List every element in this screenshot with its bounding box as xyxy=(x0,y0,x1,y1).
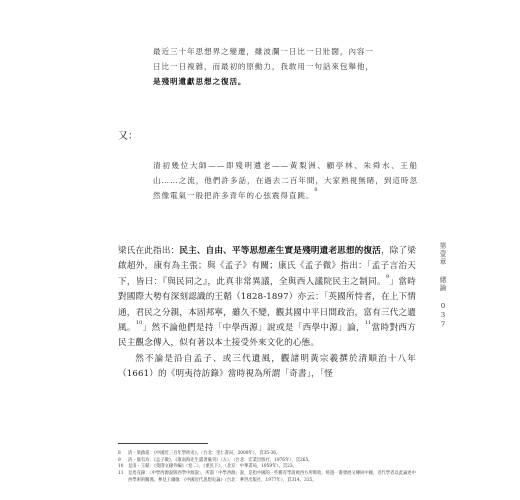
chapter-label: 第壹章 xyxy=(438,242,446,266)
quote-bold-line: 是殘明遺獻思想之復活。 xyxy=(153,77,247,86)
footnote xyxy=(118,451,418,458)
footnote xyxy=(118,471,418,484)
connector-text: 又： xyxy=(118,131,138,142)
footnotes xyxy=(118,451,418,485)
footnote-marker[interactable]: 9 xyxy=(385,273,390,280)
main-text xyxy=(118,244,416,383)
footnote-number: 10 xyxy=(118,464,124,470)
emphasis-text: 民主、自由、平等思想產生實是殘明遺老思想的復活 xyxy=(179,246,381,256)
footnote-text: 見馬克鋒：〈中學西源說與西學中源說〉，所謂「中學西源」說，是指中國的一些舊有學說被西方所吸收，經過一番發展又傳回中國，近代學者以此論述中西學術的關係。參見王爾敏：《中國近代思想史論》（台北：華世出版社，1977年），頁314、315。 xyxy=(128,471,416,483)
footnote-number: 9 xyxy=(118,457,121,463)
quote-text: 清初幾位大師——即殘明遺老——黃梨洲、顧亭林、朱舜水、王船山……之流，他們許多話，在過去二百年間，大家熟視無睹，到這時忽然像電氣一般把許多青年的心弦震得直跳。 xyxy=(153,161,418,200)
block-quote-liang-1 xyxy=(153,44,418,89)
quote-line: 日比一日複雜，而最初的原動力，我敢用一句話來包舉他， xyxy=(153,62,374,71)
running-head xyxy=(437,242,447,330)
footnote-text: 清・梁啟超：《中國近三百年學術史》。（台北：里仁書局，2000年），頁35-36。 xyxy=(128,451,281,456)
section-label: 緒論 xyxy=(438,276,446,292)
footnote-marker[interactable]: 11 xyxy=(364,320,372,327)
page-number: 037 xyxy=(439,302,447,330)
paragraph: 然不論是沿自孟子、或三代遺風，觀諸明黃宗羲撰於清順治十八年（1661）的《明夷待訪錄》當時視為所謂「奇書」，「怪 xyxy=(118,353,416,380)
footnote-text: 見清・王韜：《弢園文錄外編》（卷二），《重民下》，（北京：中華書局，1959年），頁23。 xyxy=(128,464,297,470)
footnote-divider xyxy=(118,443,208,444)
footnote-text: 清・康有為：《孟子微》，《康南海先生遺著彙刊》（五），（台北：宏業出版社，1976年），頁265。 xyxy=(128,457,313,463)
quote-line: 最近三十年思想界之變遷，雖波瀾一日比一日壯闊，內容一 xyxy=(153,47,374,56)
footnote-number: 11 xyxy=(118,471,124,477)
footnote-marker[interactable]: 8 xyxy=(314,187,319,193)
paragraph: 梁氏在此指出：民主、自由、平等思想產生實是殘明遺老思想的復活，除了梁啟超外，康有為主張；與《孟子》有關；康氏《孟子微》指出：「孟子言治天下，皆曰：『與民同之』，此真非常異議，全與西人議院民主之制同。$^9$」當時對國際大勢有深刻認識的王韜（1828-1897）亦云：「英國所恃者，在上下情通，君民之分親，本固邦寧，雖久不變，觀其國中平日間政治，富有三代之遺風。$^{10}$」然不論他們是持「中學西源」說或是「西學中源」論，$^{11}$當時對西方民主觀念傳入，似有著以本土接受外來文化的心態。 xyxy=(118,246,416,349)
block-quote-liang-2 xyxy=(153,158,418,203)
footnote-marker[interactable]: 10 xyxy=(135,320,143,327)
footnote-number: 8 xyxy=(118,451,121,456)
